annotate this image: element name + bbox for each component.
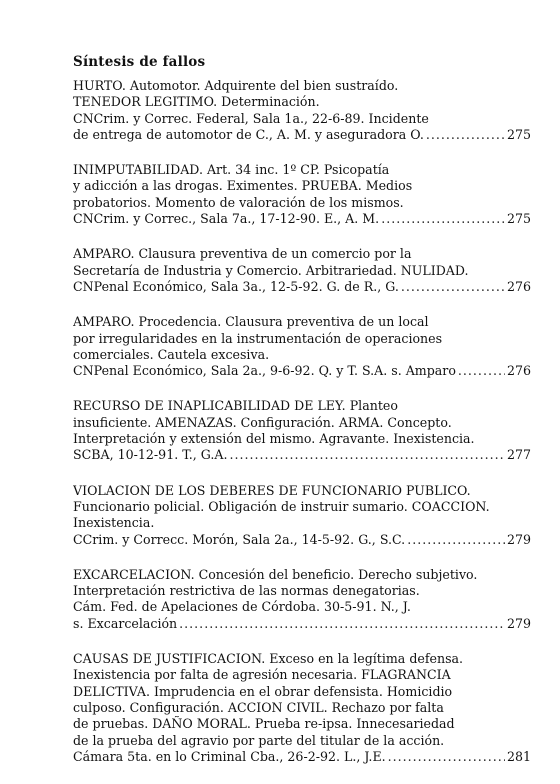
page-number: 277 — [506, 447, 531, 463]
dot-leader — [458, 363, 505, 379]
entry-line: Interpretación y extensión del mismo. Agravante. Inexistencia. — [73, 431, 475, 447]
ruling-entry — [73, 483, 531, 548]
page-number: 276 — [506, 363, 531, 379]
entry-line: Secretaría de Industria y Comercio. Arbitrariedad. NULIDAD. — [73, 262, 469, 278]
entry-line: RECURSO DE INAPLICABILIDAD DE LEY. Planteo — [73, 398, 398, 414]
entry-line: probatorios. Momento de valoración de los mismos. — [73, 194, 404, 210]
ruling-entry — [73, 567, 531, 632]
dot-leader — [426, 127, 505, 143]
dot-leader — [229, 447, 504, 463]
dot-leader — [388, 749, 505, 765]
entry-citation-line — [73, 363, 531, 379]
entry-citation-line — [73, 749, 531, 765]
entry-line: culposo. Configuración. ACCION CIVIL. Rechazo por falta — [73, 699, 444, 715]
entry-line-text: de entrega de automotor de C., A. M. y aseguradora O. — [73, 126, 424, 142]
entry-citation-line — [73, 127, 531, 143]
page-number: 276 — [506, 278, 531, 294]
entry-line-text: Cámara 5ta. en lo Criminal Cba., 26-2-92. L., J.E. — [73, 748, 386, 764]
ruling-entry — [73, 162, 531, 227]
entry-line: VIOLACION DE LOS DEBERES DE FUNCIONARIO PUBLICO. — [73, 482, 471, 498]
entry-line: INIMPUTABILIDAD. Art. 34 inc. 1º CP. Psicopatía — [73, 162, 390, 178]
entry-line: CAUSAS DE JUSTIFICACION. Exceso en la legítima defensa. — [73, 651, 464, 667]
entry-citation-line — [73, 532, 531, 548]
entry-citation-line — [73, 211, 531, 227]
entry-line: insuficiente. AMENAZAS. Configuración. ARMA. Concepto. — [73, 414, 452, 430]
entry-line: Cám. Fed. de Apelaciones de Córdoba. 30-5-91. N., J. — [73, 599, 411, 615]
entry-line: Inexistencia. — [73, 515, 155, 531]
entry-line: HURTO. Automotor. Adquirente del bien sustraído. — [73, 78, 399, 93]
entry-line: Funcionario policial. Obligación de instruir sumario. COACCION. — [73, 498, 490, 514]
entry-line-text: CNCrim. y Correc., Sala 7a., 17-12-90. E., A. M. — [73, 211, 380, 227]
page-number: 275 — [506, 126, 531, 142]
entry-citation-line — [73, 447, 531, 463]
ruling-entry — [73, 78, 531, 143]
entry-line: Interpretación restrictiva de las normas denegatorias. — [73, 583, 420, 599]
section-heading: Síntesis de fallos — [73, 54, 206, 70]
dot-leader — [407, 532, 505, 548]
entry-line: EXCARCELACION. Concesión del beneficio. Derecho subjetivo. — [73, 566, 478, 582]
entry-line-text: CNPenal Económico, Sala 2a., 9-6-92. Q. y T. S.A. s. Amparo — [73, 363, 456, 379]
dot-leader — [401, 279, 505, 295]
entry-line: AMPARO. Procedencia. Clausura preventiva de un local — [73, 314, 429, 330]
ruling-entry — [73, 314, 531, 379]
page-number: 281 — [506, 748, 531, 764]
page-number: 279 — [506, 615, 531, 631]
entry-line: de pruebas. DAÑO MORAL. Prueba re-ipsa. Innecesariedad — [73, 716, 455, 732]
entry-citation-line — [73, 279, 531, 295]
page-number: 279 — [506, 531, 531, 547]
page-number: 275 — [506, 211, 531, 227]
entry-line-text: CCrim. y Correcc. Morón, Sala 2a., 14-5-92. G., S.C. — [73, 531, 406, 547]
entry-line: de la prueba del agravio por parte del titular de la acción. — [73, 732, 445, 748]
entry-line-text: CNPenal Económico, Sala 3a., 12-5-92. G. de R., G. — [73, 278, 399, 294]
dot-leader — [381, 211, 505, 227]
entry-line: por irregularidades en la instrumentación de operaciones — [73, 330, 443, 346]
entry-line-text: s. Excarcelación — [73, 615, 178, 631]
ruling-entry — [73, 246, 531, 295]
entry-line: y adicción a las drogas. Eximentes. PRUEBA. Medios — [73, 178, 413, 194]
entry-line: Inexistencia por falta de agresión necesaria. FLAGRANCIA — [73, 667, 451, 683]
ruling-entry — [73, 651, 531, 765]
entry-line-text: SCBA, 10-12-91. T., G.A. — [73, 447, 228, 463]
dot-leader — [179, 616, 505, 632]
entry-line: CNCrim. y Correc. Federal, Sala 1a., 22-6-89. Incidente — [73, 110, 429, 126]
entry-line: DELICTIVA. Imprudencia en el obrar defensista. Homicidio — [73, 683, 453, 699]
ruling-entry — [73, 398, 531, 463]
entry-line: comerciales. Cautela excesiva. — [73, 346, 270, 362]
entry-line: AMPARO. Clausura preventiva de un comercio por la — [73, 246, 412, 262]
entries-list — [73, 78, 531, 784]
entry-line: TENEDOR LEGITIMO. Determinación. — [73, 94, 320, 110]
entry-citation-line — [73, 616, 531, 632]
